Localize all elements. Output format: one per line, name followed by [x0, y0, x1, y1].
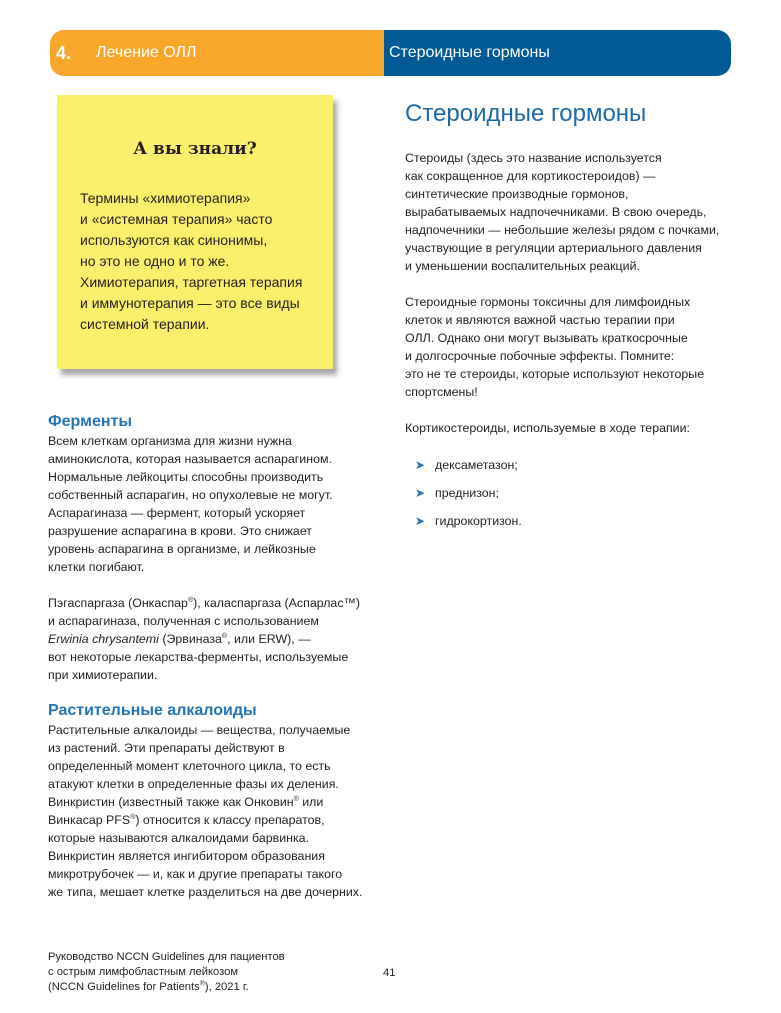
enzymes-heading: Ферменты [48, 413, 133, 430]
chevron-right-icon: ➤ [415, 486, 426, 500]
list-item [405, 451, 735, 479]
enzymes-paragraph-2 [48, 594, 388, 684]
registered-mark: ® [293, 795, 299, 803]
footer-line: с острым лимфобластным лейкозом [48, 966, 239, 978]
note-title: А вы знали? [133, 139, 257, 159]
text-line: ОЛЛ. Однако они могут вызывать краткосрочные [405, 331, 688, 345]
text-line: Нормальные лейкоциты способны производить [48, 470, 324, 484]
text-line [48, 811, 388, 829]
text-line: Растительные алкалоиды — вещества, получаемые [48, 723, 351, 737]
chapter-header-bar [50, 30, 731, 76]
text-line: Винкристин является ингибитором образования [48, 849, 325, 863]
did-you-know-note [57, 95, 333, 369]
text-line: как сокращенное для кортикостероидов) — [405, 169, 656, 183]
footer-line [48, 980, 285, 995]
text-line: клетки погибают. [48, 560, 145, 574]
alkaloids-paragraph [48, 721, 388, 901]
text-line: вырабатываемых надпочечниками. В свою очередь, [405, 205, 707, 219]
text-span: Винкасар PFS [48, 813, 131, 827]
text-line [48, 630, 388, 648]
note-line: и «системная терапия» часто [80, 211, 273, 227]
note-line: используются как синонимы, [80, 232, 268, 248]
text-line: же типа, мешает клетке разделиться на две дочерних. [48, 885, 363, 899]
page-number: 41 [383, 967, 396, 979]
section-title: Стероидные гормоны [405, 100, 647, 127]
section-title-header: Стероидные гормоны [384, 30, 731, 76]
chapter-label [50, 30, 384, 76]
text-line: спортсмены! [405, 385, 478, 399]
text-line: микротрубочек — и, как и другие препараты такого [48, 867, 343, 881]
list-item [405, 507, 735, 535]
text-line [48, 594, 388, 612]
text-span: Винкристин (известный также как Онковин [48, 795, 294, 809]
text-line: это не те стероиды, которые используют некоторые [405, 367, 705, 381]
text-line [48, 793, 388, 811]
text-span: (NCCN Guidelines for Patients [48, 981, 200, 993]
text-span: ) относится к классу препаратов, [135, 813, 325, 827]
text-line: аминокислота, которая называется аспарагином. [48, 452, 332, 466]
text-line: которые называются алкалоидами барвинка. [48, 831, 310, 845]
species-name: Erwinia chrysantemi [48, 632, 159, 646]
text-line: Стероидные гормоны токсичны для лимфоидных [405, 295, 691, 309]
text-line: Аспарагиназа — фермент, который ускоряет [48, 506, 306, 520]
text-line: определенный момент клеточного цикла, то есть [48, 759, 331, 773]
text-line: при химиотерапии. [48, 668, 158, 682]
list-item-text: гидрокортизон. [435, 514, 522, 528]
note-line: но это не одно и то же. [80, 253, 230, 269]
corticosteroid-list [405, 451, 735, 535]
text-line: надпочечники — небольшие железы рядом с почками, [405, 223, 720, 237]
text-line: и долгосрочные побочные эффекты. Помните: [405, 349, 675, 363]
footer-citation [48, 950, 285, 995]
note-line: Термины «химиотерапия» [80, 190, 251, 206]
right-column [405, 98, 735, 535]
registered-mark: ® [187, 596, 194, 604]
registered-mark: ® [221, 632, 228, 640]
text-line: и аспарагиназа, полученная с использованием [48, 614, 319, 628]
text-span: (Эрвиназа [158, 632, 222, 646]
text-line: и уменьшении воспалительных реакций. [405, 259, 640, 273]
steroids-paragraph-3: Кортикостероиды, используемые в ходе терапии: [405, 421, 690, 435]
text-span: Пэгаспаргаза (Онкаспар [48, 596, 188, 610]
text-line: Всем клеткам организма для жизни нужна [48, 434, 292, 448]
note-body [80, 188, 330, 335]
enzymes-paragraph-1 [48, 432, 388, 576]
footer-line: Руководство NCCN Guidelines для пациентов [48, 951, 285, 963]
note-line: системной терапии. [80, 316, 210, 332]
steroids-paragraph-2 [405, 293, 735, 401]
chapter-number: 4. [56, 42, 72, 63]
chevron-right-icon: ➤ [415, 514, 426, 528]
alkaloids-heading: Растительные алкалоиды [48, 702, 257, 719]
text-span: , или ERW), — [227, 632, 311, 646]
text-line: Стероиды (здесь это название используется [405, 151, 662, 165]
chevron-right-icon: ➤ [415, 458, 426, 472]
text-line: синтетические производные гормонов, [405, 187, 629, 201]
text-line: клеток и являются важной частью терапии при [405, 313, 675, 327]
list-item-text: преднизон; [435, 486, 499, 500]
text-line: участвующие в регуляции артериального давления [405, 241, 702, 255]
text-line: атакуют клетки в определенные фазы их деления. [48, 777, 339, 791]
text-line: уровень аспарагина в организме, и лейкозные [48, 542, 316, 556]
registered-mark: ® [130, 813, 136, 821]
text-line: разрушение аспарагина в крови. Это снижает [48, 524, 312, 538]
list-item [405, 479, 735, 507]
left-column [48, 412, 388, 901]
text-span: или [298, 795, 324, 809]
text-span: ), 2021 г. [204, 981, 249, 993]
registered-mark: ® [199, 980, 205, 988]
steroids-paragraph-1 [405, 149, 735, 275]
text-span: ), каласпаргаза (Аспарлас™) [193, 596, 361, 610]
text-line: из растений. Эти препараты действуют в [48, 741, 285, 755]
list-item-text: дексаметазон; [435, 458, 518, 472]
chapter-title: Лечение ОЛЛ [96, 44, 197, 61]
note-line: и иммунотерапия — это все виды [80, 295, 300, 311]
text-line: вот некоторые лекарства-ферменты, используемые [48, 650, 349, 664]
text-line: собственный аспарагин, но опухолевые не могут. [48, 488, 333, 502]
note-line: Химиотерапия, таргетная терапия [80, 274, 303, 290]
